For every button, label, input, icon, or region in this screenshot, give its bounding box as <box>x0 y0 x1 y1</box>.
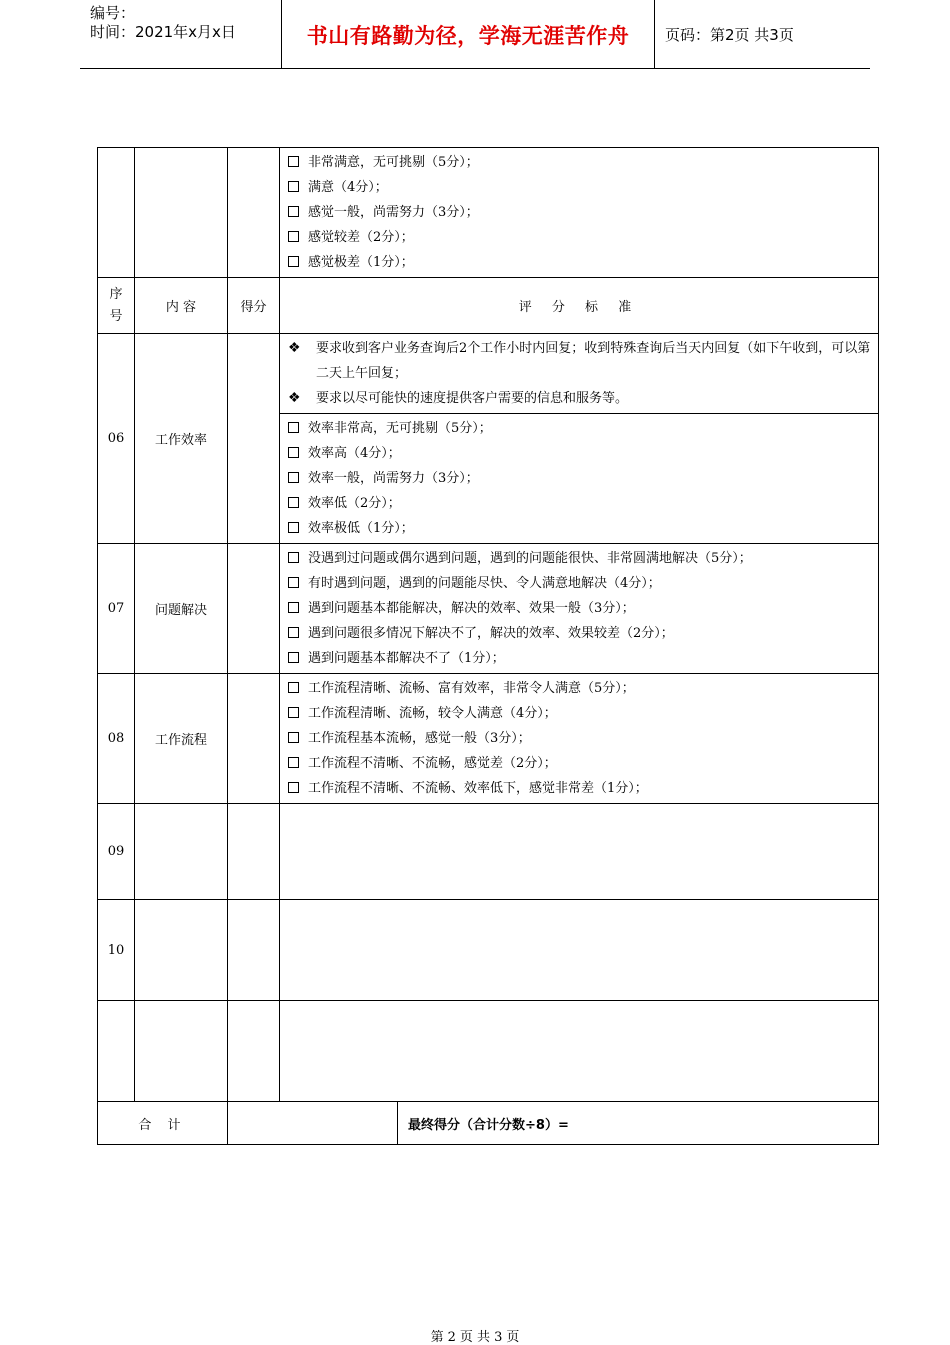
footer-page: 2 <box>447 1330 456 1345</box>
checkbox-icon[interactable] <box>288 447 299 458</box>
option-item[interactable]: 工作流程不清晰、不流畅、效率低下，感觉非常差（1分）； <box>288 776 872 801</box>
row-content[interactable] <box>135 804 228 900</box>
table-row <box>98 804 879 900</box>
checkbox-icon[interactable] <box>288 206 299 217</box>
checkbox-icon[interactable] <box>288 256 299 267</box>
page-header <box>80 0 870 69</box>
header-left <box>90 4 236 42</box>
number-label: 编号： <box>90 4 136 22</box>
header-criteria: 评 分 标 准 <box>280 278 879 334</box>
checkbox-icon[interactable] <box>288 552 299 563</box>
score-cell[interactable] <box>228 334 280 544</box>
checkbox-icon[interactable] <box>288 602 299 613</box>
criteria-options <box>280 148 879 278</box>
option-item[interactable]: 效率低（2分）； <box>288 491 872 516</box>
continuation-row <box>98 148 879 278</box>
header-score: 得分 <box>228 278 280 334</box>
checkbox-icon[interactable] <box>288 422 299 433</box>
checkbox-icon[interactable] <box>288 782 299 793</box>
row-content: 工作流程 <box>135 674 228 804</box>
row-content[interactable] <box>135 1001 228 1102</box>
row-number <box>98 1001 135 1102</box>
row-number: 10 <box>98 900 135 1001</box>
requirement-item: ❖ 要求以尽可能快的速度提供客户需要的信息和服务等。 <box>288 386 872 411</box>
row-content: 工作效率 <box>135 334 228 544</box>
total-score-cell[interactable] <box>228 1102 398 1145</box>
option-item[interactable]: 遇到问题基本都能解决，解决的效率、效果一般（3分）； <box>288 596 872 621</box>
criteria-options <box>280 544 879 674</box>
diamond-bullet-icon: ❖ <box>288 340 301 356</box>
header-content: 内 容 <box>135 278 228 334</box>
checkbox-icon[interactable] <box>288 497 299 508</box>
evaluation-table <box>97 147 879 1145</box>
criteria-cell[interactable] <box>280 1001 879 1102</box>
page-info: 页码：第2页 共3页 <box>665 26 794 44</box>
option-item[interactable]: 工作流程不清晰、不流畅，感觉差（2分）； <box>288 751 872 776</box>
score-cell[interactable] <box>228 804 280 900</box>
score-cell[interactable] <box>228 674 280 804</box>
motto: 书山有路勤为径，学海无涯苦作舟 <box>306 24 630 48</box>
option-item[interactable]: 工作流程清晰、流畅、富有效率，非常令人满意（5分）； <box>288 676 872 701</box>
score-cell[interactable] <box>228 544 280 674</box>
option-item[interactable]: 效率一般，尚需努力（3分）； <box>288 466 872 491</box>
checkbox-icon[interactable] <box>288 472 299 483</box>
option-item[interactable]: 遇到问题基本都解决不了（1分）； <box>288 646 872 671</box>
header-divider <box>654 0 655 68</box>
checkbox-icon[interactable] <box>288 522 299 533</box>
option-item[interactable]: 满意（4分）； <box>288 175 872 200</box>
footer-total: 3 <box>494 1330 503 1345</box>
criteria-cell[interactable] <box>280 900 879 1001</box>
option-item[interactable]: 没遇到过问题或偶尔遇到问题，遇到的问题能很快、非常圆满地解决（5分）； <box>288 546 872 571</box>
criteria-options <box>280 414 879 544</box>
checkbox-icon[interactable] <box>288 181 299 192</box>
row-number: 09 <box>98 804 135 900</box>
option-item[interactable]: 遇到问题很多情况下解决不了，解决的效率、效果较差（2分）； <box>288 621 872 646</box>
option-item[interactable]: 有时遇到问题，遇到的问题能尽快、令人满意地解决（4分）； <box>288 571 872 596</box>
page-footer: 第 2 页 共 3 页 <box>430 1330 520 1345</box>
option-item[interactable]: 感觉较差（2分）； <box>288 225 872 250</box>
option-item[interactable]: 效率非常高，无可挑剔（5分）； <box>288 416 872 441</box>
table-row <box>98 334 879 414</box>
checkbox-icon[interactable] <box>288 682 299 693</box>
row-number: 06 <box>98 334 135 544</box>
checkbox-icon[interactable] <box>288 652 299 663</box>
checkbox-icon[interactable] <box>288 627 299 638</box>
checkbox-icon[interactable] <box>288 707 299 718</box>
checkbox-icon[interactable] <box>288 732 299 743</box>
criteria-cell[interactable] <box>280 804 879 900</box>
checkbox-icon[interactable] <box>288 577 299 588</box>
total-row <box>98 1102 879 1145</box>
table-header-row <box>98 278 879 334</box>
option-item[interactable]: 效率极低（1分）； <box>288 516 872 541</box>
table-row <box>98 1001 879 1102</box>
checkbox-icon[interactable] <box>288 757 299 768</box>
row-content[interactable] <box>135 900 228 1001</box>
score-cell[interactable] <box>228 900 280 1001</box>
table-row <box>98 544 879 674</box>
row-number: 08 <box>98 674 135 804</box>
table-row <box>98 900 879 1001</box>
score-cell[interactable] <box>228 1001 280 1102</box>
time-label: 时间：2021年x月x日 <box>90 23 236 41</box>
total-label: 合 计 <box>98 1102 228 1145</box>
table-row <box>98 674 879 804</box>
requirements <box>280 334 879 414</box>
row-number: 07 <box>98 544 135 674</box>
option-item[interactable]: 工作流程基本流畅，感觉一般（3分）； <box>288 726 872 751</box>
final-score-label: 最终得分（合计分数÷8）= <box>398 1102 879 1145</box>
requirement-item: ❖ 要求收到客户业务查询后2个工作小时内回复；收到特殊查询后当天内回复（如下午收到，可以第二天上午回复； <box>288 336 872 386</box>
diamond-bullet-icon: ❖ <box>288 390 301 406</box>
row-content: 问题解决 <box>135 544 228 674</box>
option-item[interactable]: 工作流程清晰、流畅，较令人满意（4分）； <box>288 701 872 726</box>
criteria-options <box>280 674 879 804</box>
header-num: 序号 <box>98 278 135 334</box>
option-item[interactable]: 感觉极差（1分）； <box>288 250 872 275</box>
checkbox-icon[interactable] <box>288 231 299 242</box>
option-item[interactable]: 效率高（4分）； <box>288 441 872 466</box>
option-item[interactable]: 非常满意，无可挑剔（5分）； <box>288 150 872 175</box>
option-item[interactable]: 感觉一般，尚需努力（3分）； <box>288 200 872 225</box>
checkbox-icon[interactable] <box>288 156 299 167</box>
